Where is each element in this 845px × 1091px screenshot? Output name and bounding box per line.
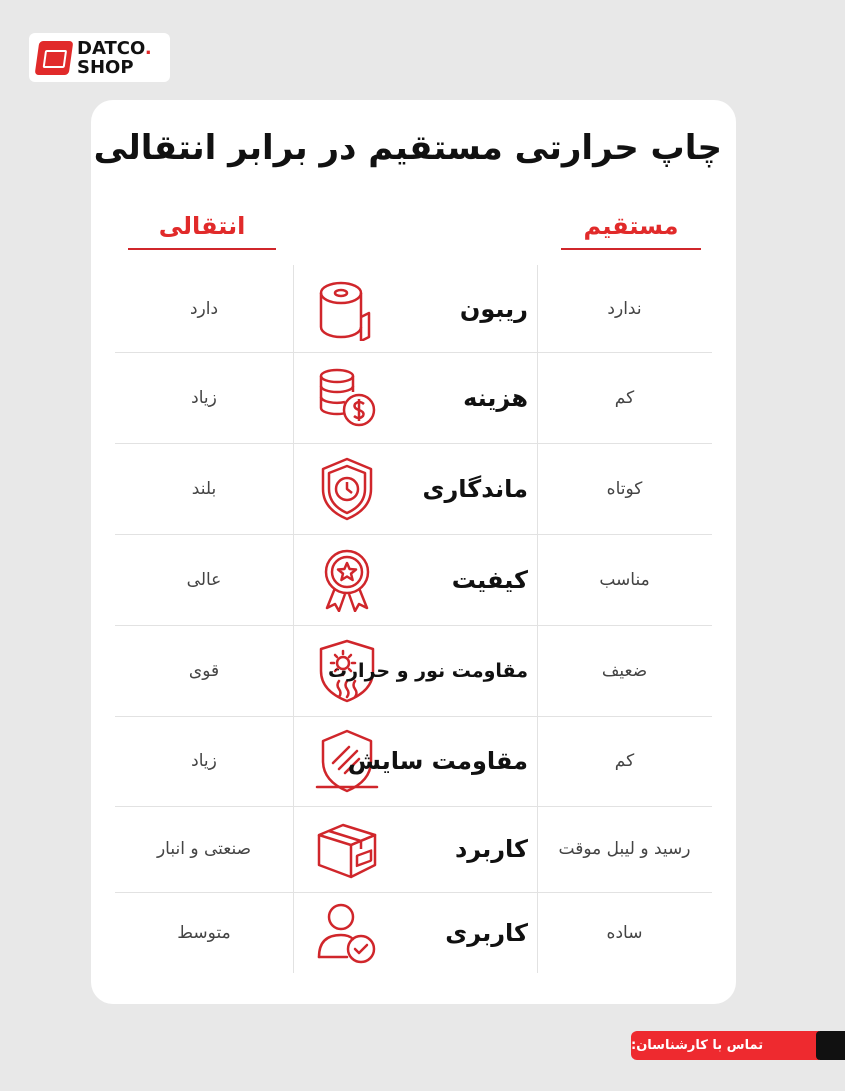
direct-value: کم bbox=[614, 751, 635, 771]
brand-line2: SHOP bbox=[77, 56, 134, 78]
feature-name: مقاومت نور و حرارت bbox=[328, 659, 528, 682]
user-check-icon bbox=[315, 901, 379, 965]
column-header-direct: مستقیم bbox=[561, 212, 701, 240]
coins-dollar-icon bbox=[315, 366, 379, 430]
ribbon-roll-icon bbox=[315, 277, 379, 341]
feature-name: کاربرد bbox=[454, 835, 528, 863]
direct-value: کم bbox=[614, 387, 635, 408]
transfer-value: صنعتی و انبار bbox=[156, 839, 252, 859]
comparison-card bbox=[91, 100, 736, 1004]
transfer-value: زیاد bbox=[191, 387, 217, 408]
transfer-value: زیاد bbox=[191, 751, 217, 771]
package-box-icon bbox=[315, 817, 379, 881]
table-row bbox=[115, 443, 712, 535]
table-row bbox=[115, 625, 712, 717]
table-row bbox=[115, 716, 712, 807]
page-title: چاپ حرارتی مستقیم در برابر انتقالی bbox=[93, 128, 722, 168]
direct-value: مناسب bbox=[599, 569, 650, 590]
feature-name: کاربری bbox=[445, 918, 528, 947]
direct-value: رسید و لیبل موقت bbox=[558, 839, 691, 859]
transfer-value: متوسط bbox=[177, 922, 231, 943]
direct-value: ندارد bbox=[607, 298, 642, 319]
direct-value: ساده bbox=[606, 922, 643, 943]
transfer-value: بلند bbox=[191, 478, 217, 499]
direct-value: کوتاه bbox=[606, 478, 643, 499]
brand-logo bbox=[29, 33, 170, 82]
direct-value: ضعیف bbox=[601, 660, 648, 681]
brand-line1: DATCO bbox=[77, 37, 145, 59]
contact-label: تماس با کارشناسان: bbox=[631, 1038, 764, 1053]
brand-text bbox=[77, 39, 152, 77]
column-header-transfer: انتقالی bbox=[128, 212, 276, 240]
printer-logo-icon bbox=[35, 41, 74, 75]
feature-name: ماندگاری bbox=[422, 474, 528, 503]
feature-name: مقاومت سایش bbox=[347, 747, 528, 775]
transfer-value: قوی bbox=[188, 660, 220, 681]
table-row bbox=[115, 352, 712, 444]
shield-clock-icon bbox=[315, 457, 379, 521]
brand-dot: . bbox=[144, 37, 152, 59]
feature-name: ریبون bbox=[459, 294, 528, 323]
feature-name: هزینه bbox=[463, 383, 528, 412]
table-row bbox=[115, 892, 712, 973]
table-row bbox=[115, 534, 712, 626]
contact-experts-button[interactable] bbox=[631, 1031, 819, 1060]
contact-accent-block bbox=[816, 1031, 845, 1060]
transfer-value: عالی bbox=[186, 569, 222, 590]
transfer-value: دارد bbox=[189, 298, 219, 319]
table-row bbox=[115, 265, 712, 353]
table-row bbox=[115, 806, 712, 893]
feature-name: کیفیت bbox=[451, 565, 528, 594]
quality-badge-icon bbox=[315, 548, 379, 612]
